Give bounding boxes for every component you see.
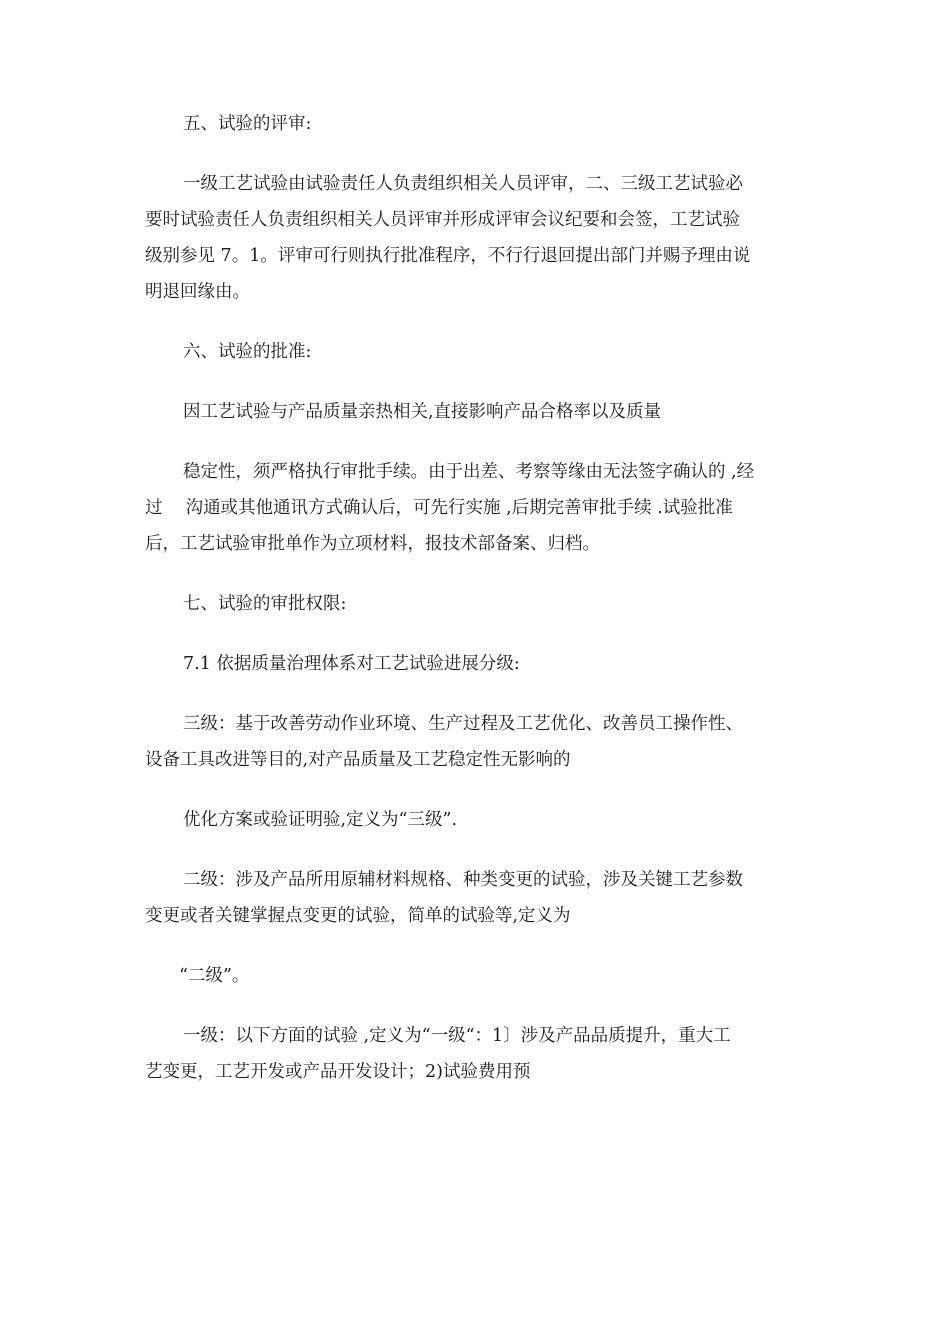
section-heading-authority: 七、试验的审批权限: [183,594,347,614]
section-heading-review: 五、试验的评审: [183,114,312,134]
section-heading-approval: 六、试验的批准: [183,342,312,362]
paragraph-line: 因工艺试验与产品质量亲热相关,直接影响产品合格率以及质量 [183,402,662,422]
paragraph-line: 要时试验责任人负责组织相关人员评审并形成评审会议纪要和会签，工艺试验 [145,210,740,230]
paragraph-line: 级别参见 7。1。评审可行则执行批准程序，不行行退回提出部门并赐予理由说 [145,246,751,266]
subsection-heading: 7.1 依据质量治理体系对工艺试验进展分级: [183,654,520,674]
paragraph-line: 一级工艺试验由试验责任人负责组织相关人员评审，二、三级工艺试验必 [183,174,743,194]
paragraph-line: 过 沟通或其他通讯方式确认后，可先行实施 ,后期完善审批手续 .试验批准 [145,498,733,518]
paragraph-line: 变更或者关键掌握点变更的试验，简单的试验等,定义为 [145,906,571,926]
paragraph-line: 明退回缘由。 [145,282,250,302]
paragraph-line: 一级：以下方面的试验 ,定义为“一级“：1〕涉及产品品质提升，重大工 [183,1026,731,1046]
paragraph-line: 优化方案或验证明验,定义为“三级”. [183,810,458,830]
paragraph-line: 艺变更，工艺开发或产品开发设计；2)试验费用预 [145,1062,531,1082]
paragraph-line: 后，工艺试验审批单作为立项材料，报技术部备案、归档。 [145,534,600,554]
paragraph-line: 设备工具改进等目的,对产品质量及工艺稳定性无影响的 [145,750,571,770]
paragraph-line: “二级”。 [179,966,250,986]
paragraph-line: 三级：基于改善劳动作业环境、生产过程及工艺优化、改善员工操作性、 [183,714,743,734]
paragraph-line: 稳定性，须严格执行审批手续。由于出差、考察等缘由无法签字确认的 ,经 [183,462,755,482]
paragraph-line: 二级：涉及产品所用原辅材料规格、种类变更的试验，涉及关键工艺参数 [183,870,743,890]
